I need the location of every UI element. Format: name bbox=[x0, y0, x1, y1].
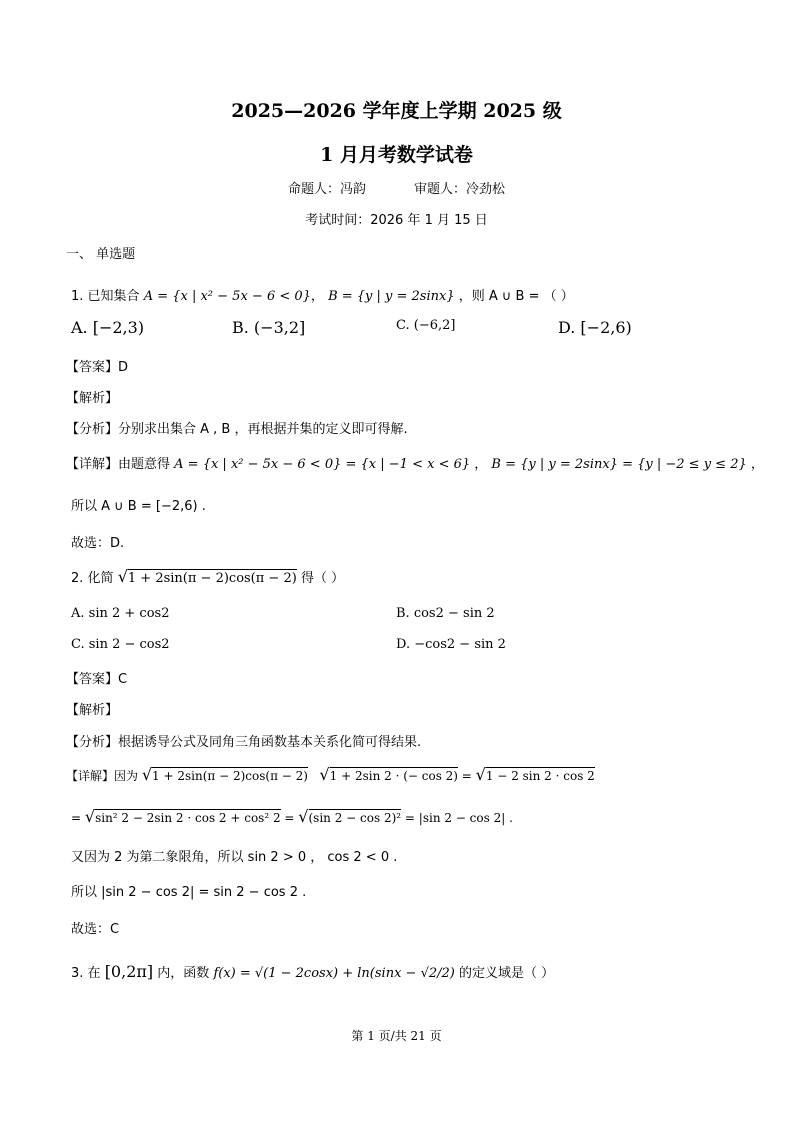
q1-stem: 1. 已知集合 A = {x | x² − 5x − 6 < 0}， B = {y | y = 2sinx} ，则 A ∪ B = （ ） bbox=[71, 289, 574, 304]
q2-detail-line2: = √sin² 2 − 2sin 2 · cos 2 + cos² 2 = √(sin 2 − cos 2)² = |sin 2 − cos 2| . bbox=[71, 807, 513, 826]
q2-answer: 【答案】C bbox=[66, 672, 128, 687]
exam-title-line2: 1 月月考数学试卷 bbox=[320, 144, 473, 166]
section-heading: 一、 单选题 bbox=[66, 247, 136, 262]
q2-option-b: B. cos2 − sin 2 bbox=[396, 606, 495, 621]
q1-answer: 【答案】D bbox=[66, 360, 129, 375]
q1-analysis-label: 【解析】 bbox=[66, 391, 119, 406]
q1-option-d: D. [−2,6) bbox=[558, 318, 632, 337]
setter-label: 命题人：冯韵 bbox=[287, 182, 366, 197]
q2-stem: 2. 化简 √1 + 2sin(π − 2)cos(π − 2) 得（ ） bbox=[71, 567, 345, 586]
q2-option-a: A. sin 2 + cos2 bbox=[71, 606, 170, 621]
q1-set-a: A = {x | x² − 5x − 6 < 0} bbox=[143, 289, 311, 304]
q1-analysis: 【分析】分别求出集合 A , B ，再根据并集的定义即可得解. bbox=[66, 422, 408, 437]
q1-set-b: B = {y | y = 2sinx} bbox=[328, 289, 455, 304]
q1-option-c: C. (−6,2] bbox=[396, 318, 456, 333]
exam-title-line1: 2025—2026 学年度上学期 2025 级 bbox=[231, 100, 562, 122]
q1-detail: 【详解】由题意得 A = {x | x² − 5x − 6 < 0} = {x | −1 < x < 6} ， B = {y | y = 2sinx} = {y | −2 ≤ y ≤ 2} ， bbox=[66, 457, 764, 472]
q3-interval: [0,2π] bbox=[104, 962, 154, 981]
exam-time: 考试时间：2026 年 1 月 15 日 bbox=[305, 213, 488, 228]
exam-authors bbox=[0, 178, 793, 197]
q2-detail-line4: 所以 |sin 2 − cos 2| = sin 2 − cos 2 . bbox=[71, 885, 307, 900]
q2-detail: 【详解】因为 √1 + 2sin(π − 2)cos(π − 2) √1 + 2sin 2 · (− cos 2) = √1 − 2 sin 2 · cos 2 bbox=[66, 765, 595, 784]
q2-expr: 1 + 2sin(π − 2)cos(π − 2) bbox=[127, 571, 297, 586]
q3-function: f(x) = √(1 − 2cosx) + ln(sinx − √2/2) bbox=[213, 966, 455, 981]
page-footer: 第 1 页/共 21 页 bbox=[351, 1029, 442, 1043]
q2-analysis-label: 【解析】 bbox=[66, 703, 119, 718]
q2-detail-line3: 又因为 2 为第二象限角，所以 sin 2 > 0 ， cos 2 < 0 . bbox=[71, 850, 398, 865]
q1-detail-line2: 所以 A ∪ B = [−2,6) . bbox=[71, 499, 206, 514]
q1-option-a: A. [−2,3) bbox=[71, 318, 145, 337]
q2-option-d: D. −cos2 − sin 2 bbox=[396, 637, 506, 652]
reviewer-label: 审题人：冷劲松 bbox=[414, 182, 506, 197]
q2-option-c: C. sin 2 − cos2 bbox=[71, 637, 170, 652]
q1-detail-set-b: B = {y | y = 2sinx} = {y | −2 ≤ y ≤ 2} bbox=[491, 457, 747, 472]
q2-analysis: 【分析】根据诱导公式及同角三角函数基本关系化简可得结果. bbox=[66, 735, 422, 750]
q2-choice: 故选：C bbox=[71, 922, 120, 937]
q1-detail-set-a: A = {x | x² − 5x − 6 < 0} = {x | −1 < x < 6} bbox=[174, 457, 471, 472]
q3-stem: 3. 在 [0,2π] 内，函数 f(x) = √(1 − 2cosx) + ln(sinx − √2/2) 的定义域是（ ） bbox=[71, 962, 555, 981]
q1-option-b: B. (−3,2] bbox=[232, 318, 306, 337]
q1-choice: 故选：D. bbox=[71, 536, 125, 551]
